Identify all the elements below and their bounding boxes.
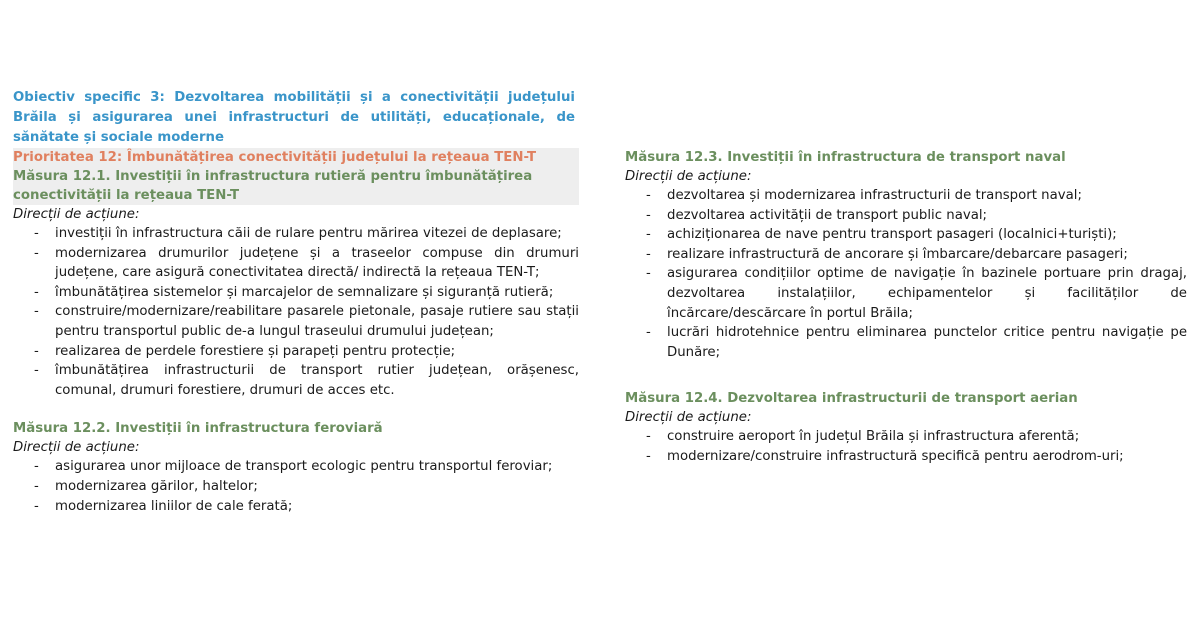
measure-12-1-list [13,224,579,400]
list-item: - îmbunătățirea infrastructurii de transport rutier județean, orășenesc, comunal, drumuri forestiere, drumuri de acces etc. [34,363,579,398]
measure-12-1-title: Măsura 12.1. Investiții în infrastructura rutieră pentru îmbunătățirea conectivității la rețeaua TEN-T [13,169,533,203]
list-item: - realizarea de perdele forestiere și parapeți pentru protecție; [34,343,456,359]
objective-heading: Obiectiv specific 3: Dezvoltarea mobilității și a conectivității județului Brăila și asigurarea unei infrastructuri de utilități, educaționale, de sănătate și sociale moderne [13,90,575,145]
list-item: - modernizarea liniilor de cale ferată; [34,498,293,514]
left-column [13,88,579,516]
list-item: - realizare infrastructură de ancorare și îmbarcare/debarcare pasageri; [646,246,1128,262]
measure-12-3-title: Măsura 12.3. Investiții în infrastructura de transport naval [625,150,1066,165]
list-item: - construire/modernizare/reabilitare pasarele pietonale, pasaje rutiere sau stații pentru transportul public de-a lungul traseului drumului județean; [34,304,579,339]
right-column [625,148,1187,467]
directions-label: Direcții de acțiune: [13,440,140,456]
list-item: - dezvoltarea activității de transport public naval; [646,207,988,223]
list-item: - dezvoltarea și modernizarea infrastructurii de transport naval; [646,188,1082,203]
list-item: - asigurarea condițiilor optime de navigație în bazinele portuare prin dragaj, dezvoltarea instalațiilor, echipamentelor și facilităților de încărcare/descărcare în portul Brăila; [646,266,1187,321]
measure-12-2-title: Măsura 12.2. Investiții în infrastructura feroviară [13,421,383,437]
measure-12-3-list [625,186,1187,362]
list-item: - modernizarea gărilor, haltelor; [34,478,258,494]
list-item: - asigurarea unor mijloace de transport ecologic pentru transportul feroviar; [34,459,553,475]
list-item: - îmbunătățirea sistemelor și marcajelor de semnalizare și siguranță rutieră; [34,284,554,300]
directions-label: Direcții de acțiune: [625,410,752,426]
list-item: - construire aeroport în județul Brăila și infrastructura aferentă; [646,429,1080,445]
list-item: - modernizare/construire infrastructură specifică pentru aerodrom-uri; [646,448,1124,464]
priority-heading: Prioritatea 12: Îmbunătățirea conectivității județului la rețeaua TEN-T [13,150,537,165]
list-item: - investiții în infrastructura căii de rulare pentru mărirea vitezei de deplasare; [34,226,562,241]
priority-highlight [13,148,579,205]
measure-12-2-list [13,457,579,516]
measure-12-4-title: Măsura 12.4. Dezvoltarea infrastructurii de transport aerian [625,391,1078,407]
directions-label: Direcții de acțiune: [625,169,752,184]
measure-12-4-list [625,427,1187,466]
list-item: - lucrări hidrotehnice pentru eliminarea punctelor critice pentru navigație pe Dunăre; [646,325,1187,360]
list-item: - modernizarea drumurilor județene și a traseelor compuse din drumuri județene, care asigură conectivitatea directă/ indirectă la rețeaua TEN-T; [34,245,579,281]
directions-label: Direcții de acțiune: [13,207,140,222]
list-item: - achiziționarea de nave pentru transport pasageri (localnici+turiști); [646,227,1117,243]
